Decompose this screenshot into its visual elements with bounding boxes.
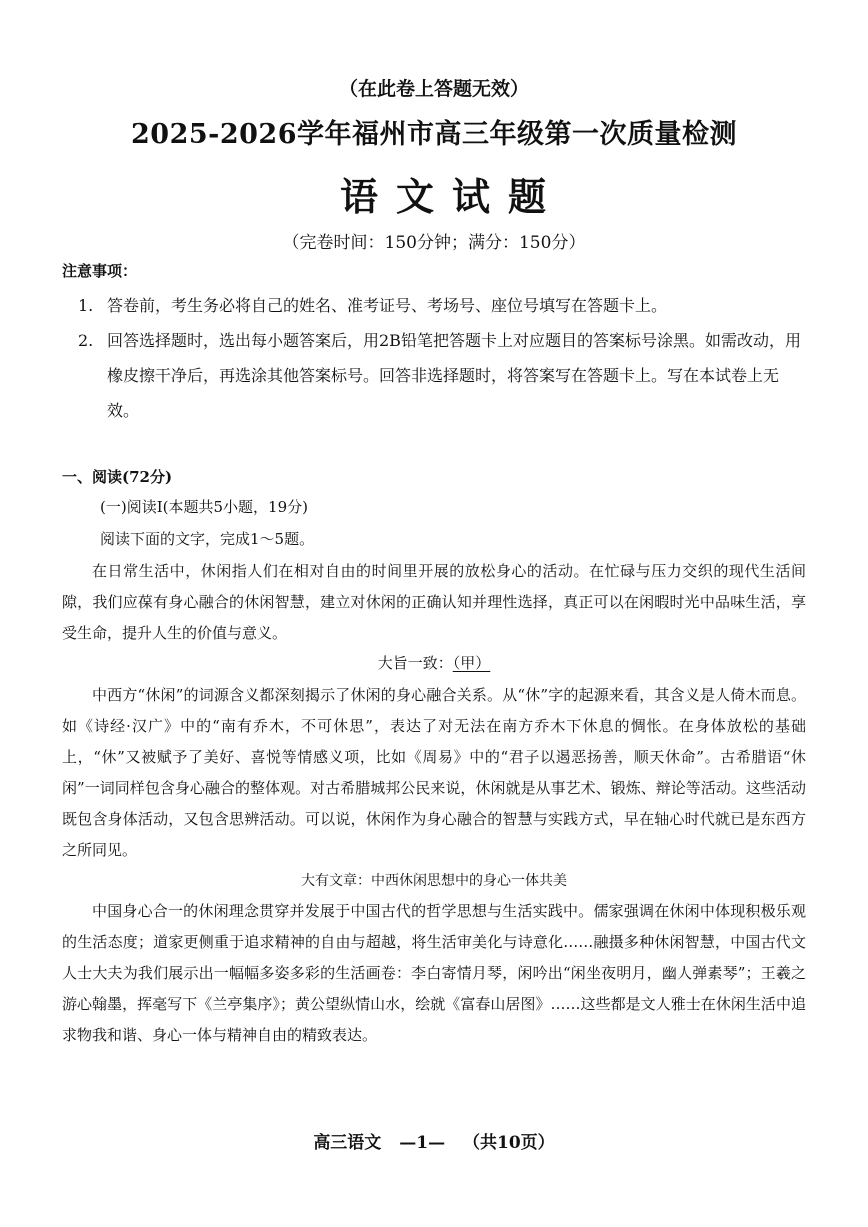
exam-time-score: （完卷时间：150分钟；满分：150分） <box>282 233 586 253</box>
note-item <box>78 288 808 323</box>
passage-paragraph: 中西方“休闲”的词源含义都深刻揭示了休闲的身心融合关系。从“休”字的起源来看，其含义是人倚木而息。如《诗经·汉广》中的“南有乔木，不可休思”，表达了对无法在南方乔木下休息的惆怅。在身体放松的基础上，“休”又被赋予了美好、喜悦等情感义项，比如《周易》中的“君子以遏恶扬善，顺天休命”。古希腊语“休闲”一词同样包含身心融合的整体观。对古希腊城邦公民来说，休闲就是从事艺术、锻炼、辩论等活动。这些活动既包含身体活动，又包含思辨活动。可以说，休闲作为身心融合的智慧与实践方式，早在轴心时代就已是东西方之所同见。 <box>62 686 806 859</box>
note-text: 答卷前，考生务必将自己的姓名、准考证号、考场号、座位号填写在答题卡上。 <box>107 296 668 315</box>
passage-paragraph: 中国身心合一的休闲理念贯穿并发展于中国古代的哲学思想与生活实践中。儒家强调在休闲中体现积极乐观的生活态度；道家更侧重于追求精神的自由与超越，将生活审美化与诗意化……融摄多种休闲智慧，中国古代文人士大夫为我们展示出一幅幅多姿多彩的生活画卷：李白寄情月琴，闲吟出“闲坐夜明月，幽人弹素琴”；王羲之游心翰墨，挥毫写下《兰亭集序》；黄公望纵情山水，绘就《富春山居图》……这些都是文人雅士在休闲生活中追求物我和谐、身心一体与精神自由的精致表达。 <box>62 902 806 1044</box>
note-number: 1. <box>78 296 94 315</box>
note-number: 2. <box>78 331 94 350</box>
note-item <box>78 323 808 428</box>
note-text: 回答选择题时，选出每小题答案后，用2B铅笔把答题卡上对应题目的答案标号涂黑。如需改动，用橡皮擦干净后，再选涂其他答案标号。回答非选择题时，将答案写在答题卡上。写在本试卷上无效。 <box>107 331 801 420</box>
part-heading: (一)阅读Ⅰ(本题共5小题，19分) <box>100 498 308 516</box>
passage-paragraph: 在日常生活中，休闲指人们在相对自由的时间里开展的放松身心的活动。在忙碌与压力交织的现代生活间隙，我们应葆有身心融合的休闲智慧，建立对休闲的正确认知并理性选择，真正可以在闲暇时光中品味生活，享受生命，提升人生的价值与意义。 <box>62 562 806 642</box>
passage-intro <box>62 556 806 649</box>
exam-title: 2025-2026学年福州市高三年级第一次质量检测 <box>131 119 737 150</box>
passage-body-3 <box>62 896 806 1051</box>
passage-subtitle-1 <box>0 652 868 673</box>
reading-instruction: 阅读下面的文字，完成1～5题。 <box>100 530 315 548</box>
footer-total-pages: （共10页） <box>463 1133 555 1153</box>
page-footer <box>0 1128 868 1153</box>
subtitle-1-blank: （甲） <box>452 654 491 672</box>
subtitle-1-prefix: 大旨一致： <box>377 654 453 672</box>
invalid-answer-notice: （在此卷上答题无效） <box>338 78 529 100</box>
section-heading: 一、阅读(72分) <box>62 468 173 486</box>
notes-list <box>78 288 808 428</box>
notes-heading: 注意事项： <box>62 262 138 280</box>
passage-subtitle-2: 大有文章：中西休闲思想中的身心一体共美 <box>301 873 567 889</box>
footer-page-number: —1— <box>399 1133 446 1153</box>
passage-body-2 <box>62 680 806 866</box>
subject-title: 语文试题 <box>339 174 564 219</box>
footer-subject: 高三语文 <box>313 1133 382 1153</box>
